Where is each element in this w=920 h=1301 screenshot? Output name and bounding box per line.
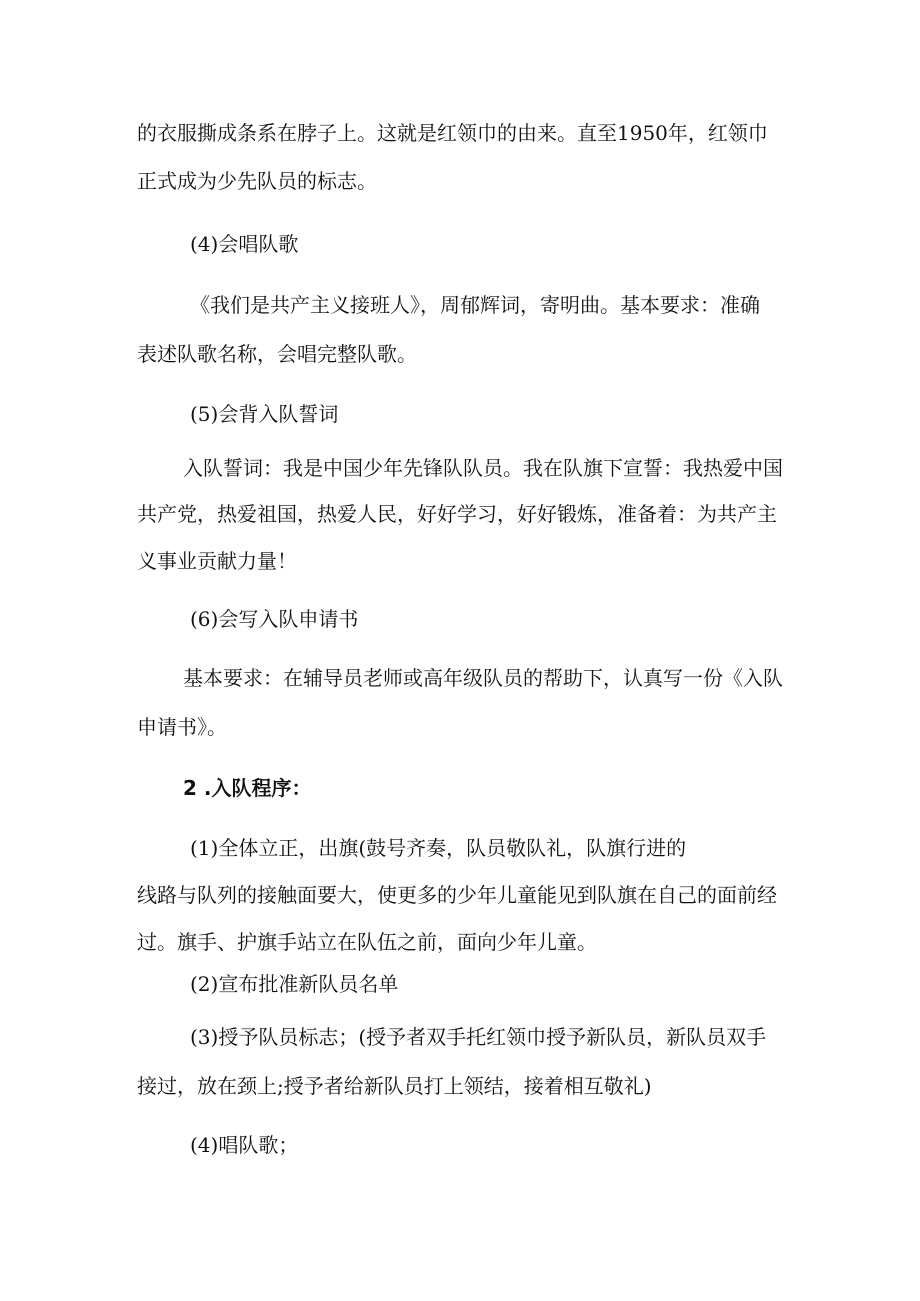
paragraph-line: 基本要求：在辅导员老师或高年级队员的帮助下，认真写一份《入队	[183, 666, 783, 690]
paragraph-line: 正式成为少先队员的标志。	[137, 169, 377, 193]
paragraph-line: 线路与队列的接触面要大，使更多的少年儿童能见到队旗在自己的面前经	[137, 883, 777, 907]
list-item: (2)宣布批准新队员名单	[190, 972, 399, 996]
paragraph-line: 入队誓词：我是中国少年先锋队队员。我在队旗下宣誓：我热爱中国	[183, 456, 783, 480]
list-item: (3)授予队员标志；(授予者双手托红领巾授予新队员，新队员双手	[190, 1025, 767, 1049]
list-item: (4)唱队歌；	[190, 1133, 299, 1157]
paragraph-line: 共产党，热爱祖国，热爱人民，好好学习，好好锻炼，准备着：为共产主	[137, 502, 777, 526]
paragraph-line: 表述队歌名称，会唱完整队歌。	[137, 342, 417, 366]
section-title: 2 .入队程序：	[183, 776, 312, 800]
paragraph-line: 义事业贡献力量！	[137, 549, 297, 573]
paragraph-line: 接过，放在颈上;授予者给新队员打上领结，接着相互敬礼)	[137, 1074, 652, 1098]
paragraph-line: 申请书》。	[137, 715, 227, 739]
paragraph-line: (1)全体立正，出旗(鼓号齐奏，队员敬队礼，队旗行进的	[190, 836, 687, 860]
section-heading: (5)会背入队誓词	[190, 402, 339, 426]
section-heading: (6)会写入队申请书	[190, 607, 359, 631]
paragraph-line: 《我们是共产主义接班人》，周郁辉词，寄明曲。基本要求：准确	[190, 293, 760, 317]
paragraph-line: 过。旗手、护旗手站立在队伍之前，面向少年儿童。	[137, 930, 597, 954]
paragraph-line: 的衣服撕成条系在脖子上。这就是红领巾的由来。直至1950年，红领巾	[137, 121, 768, 145]
section-heading: (4)会唱队歌	[190, 232, 299, 256]
